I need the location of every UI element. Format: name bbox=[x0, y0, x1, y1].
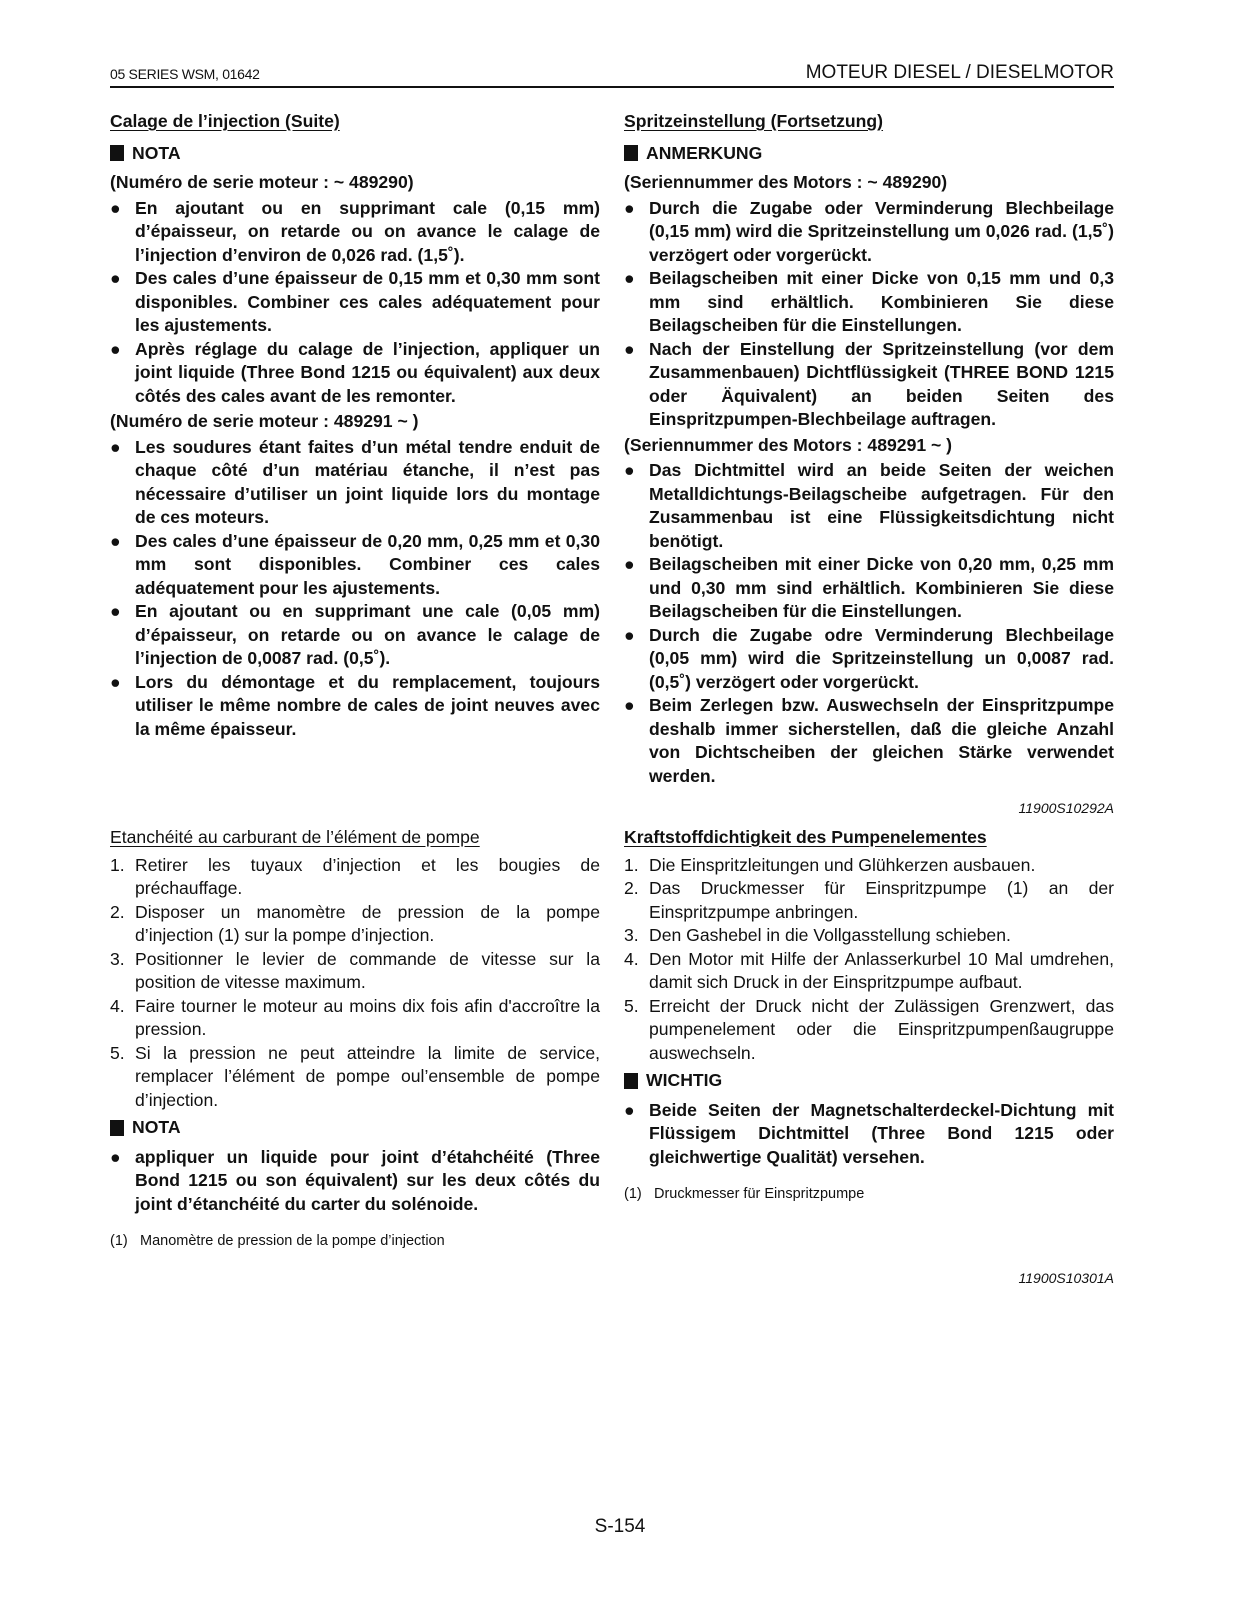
reference-code-1: 11900S10292A bbox=[1018, 800, 1114, 816]
de-serial-a: (Seriennummer des Motors : ~ 489290) bbox=[624, 172, 948, 192]
fr-section2-title: Etanchéité au carburant de l’élément de pompe bbox=[110, 827, 480, 847]
fr-section1-title: Calage de l’injection (Suite) bbox=[110, 111, 340, 131]
list-item: ● Das Dichtmittel wird an beide Seiten der weichen Metalldichtungs-Beilagscheibe aufgetragen. Für den Zusammenbau ist eine Flüssigkeitsdichtung nicht benötigt. bbox=[624, 460, 1114, 551]
list-item: ● Nach der Einstellung der Spritzeinstellung (vor dem Zusammenbauen) Dichtflüssigkeit (THREE BOND 1215 oder Äquivalent) an beiden Seiten des Einspritzpumpen-Blechbeilage auftragen. bbox=[624, 338, 1114, 429]
bullet-icon: ● bbox=[624, 554, 635, 574]
de-steps bbox=[624, 854, 1114, 1066]
fr-figure-caption: (1) Manomètre de pression de la pompe d’injection bbox=[110, 1233, 445, 1249]
de-section1-title: Spritzeinstellung (Fortsetzung) bbox=[624, 111, 884, 131]
list-item: ● En ajoutant ou en supprimant cale (0,15 mm) d’épaisseur, on retarde ou on avance le calage de l’injection d’environ de 0,026 rad. (1,5˚). bbox=[110, 197, 600, 265]
list-item: 3. Den Gashebel in die Vollgasstellung schieben. bbox=[624, 925, 1011, 945]
bullet-icon: ● bbox=[624, 197, 635, 218]
page-number: S-154 bbox=[594, 1516, 646, 1537]
de-section-pump-element-tightness bbox=[624, 826, 1114, 1207]
fr-note2-label: NOTA bbox=[132, 1117, 181, 1137]
square-bullet-icon bbox=[624, 145, 638, 161]
bullet-icon: ● bbox=[110, 530, 121, 551]
list-item: 5. Erreicht der Druck nicht der Zulässigen Grenzwert, das pumpenelement oder die Einspritzpumpenßaugruppe auswechseln. bbox=[624, 995, 1114, 1063]
bullet-icon: ● bbox=[624, 460, 635, 480]
de-note2-label: WICHTIG bbox=[646, 1070, 723, 1090]
bullet-icon: ● bbox=[624, 268, 635, 288]
de-note-heading bbox=[624, 142, 1114, 166]
de-note2-heading bbox=[624, 1069, 1114, 1093]
de-figure-caption: (1) Druckmesser für Einspritzpumpe bbox=[624, 1186, 865, 1202]
de-note-label: ANMERKUNG bbox=[646, 142, 763, 163]
de-serial-b: (Seriennummer des Motors : 489291 ~ ) bbox=[624, 434, 953, 455]
list-item: 3. Positionner le levier de commande de vitesse sur la position de vitesse maximum. bbox=[110, 948, 600, 992]
list-item: ● Les soudures étant faites d’un métal tendre enduit de chaque côté d’un matériau étanche, il n’est pas nécessaire d’utiliser un joint liquide lors du montage de ces moteurs. bbox=[110, 436, 600, 527]
header-doc-code: 05 SERIES WSM, 01642 bbox=[110, 66, 260, 82]
list-item: 1. Retirer les tuyaux d’injection et les bougies de préchauffage. bbox=[110, 854, 600, 898]
list-item: ● appliquer un liquide pour joint d’étahchéité (Three Bond 1215 ou son équivalent) sur les deux côtés du joint d’étanchéité du carter du solénoide. bbox=[110, 1146, 600, 1214]
list-item: ● Lors du démontage et du remplacement, toujours utiliser le même nombre de cales de joint neuves avec la même épaisseur. bbox=[110, 671, 600, 739]
bullet-icon: ● bbox=[624, 1099, 635, 1120]
square-bullet-icon bbox=[110, 1120, 124, 1136]
bullet-icon: ● bbox=[624, 695, 635, 715]
list-item: ● Des cales d’une épaisseur de 0,20 mm, 0,25 mm et 0,30 mm sont disponibles. Combiner ces cales adéquatement pour les ajustements. bbox=[110, 530, 600, 598]
square-bullet-icon bbox=[624, 1073, 638, 1089]
de-section2-title: Kraftstoffdichtigkeit des Pumpenelementes bbox=[624, 827, 987, 847]
fr-section-injection-timing bbox=[110, 110, 600, 743]
reference-code-2: 11900S10301A bbox=[1018, 1270, 1114, 1286]
list-item: 4. Den Motor mit Hilfe der Anlasserkurbel 10 Mal umdrehen, damit sich Druck in der Einspritzpumpe aufbaut. bbox=[624, 948, 1114, 992]
bullet-icon: ● bbox=[110, 338, 121, 359]
fr-bullets-b bbox=[110, 436, 600, 742]
bullet-icon: ● bbox=[110, 436, 121, 457]
list-item: ● Durch die Zugabe odre Verminderung Blechbeilage (0,05 mm) wird die Spritzeinstellung un 0,0087 rad. (0,5˚) verzögert oder vorgerückt. bbox=[624, 624, 1114, 692]
fr-section-pump-element-tightness bbox=[110, 826, 600, 1254]
list-item: 4. Faire tourner le moteur au moins dix fois afin d'accroître la pression. bbox=[110, 995, 600, 1039]
bullet-icon: ● bbox=[110, 1146, 121, 1167]
list-item: 2. Das Druckmesser für Einspritzpumpe (1) an der Einspritzpumpe anbringen. bbox=[624, 878, 1114, 922]
fr-note-heading bbox=[110, 142, 600, 166]
bullet-icon: ● bbox=[110, 268, 121, 288]
list-item: ● Beilagscheiben mit einer Dicke von 0,15 mm und 0,3 mm sind erhältlich. Kombinieren Sie diese Beilagscheiben für die Einstellungen. bbox=[624, 268, 1114, 335]
list-item: ● Après réglage du calage de l’injection, appliquer un joint liquide (Three Bond 1215 ou équivalent) aux deux côtés des cales avant de les remonter. bbox=[110, 338, 600, 406]
bullet-icon: ● bbox=[110, 671, 121, 692]
page-header bbox=[110, 60, 1114, 88]
fr-note2-bullets bbox=[110, 1146, 600, 1217]
fr-serial-b: (Numéro de serie moteur : 489291 ~ ) bbox=[110, 411, 419, 431]
list-item: 2. Disposer un manomètre de pression de la pompe d’injection (1) sur la pompe d’injection. bbox=[110, 901, 600, 945]
fr-note2-heading bbox=[110, 1116, 600, 1140]
bullet-icon: ● bbox=[110, 197, 121, 218]
fr-bullets-a bbox=[110, 197, 600, 409]
de-note2-bullets bbox=[624, 1099, 1114, 1170]
list-item: ● Beide Seiten der Magnetschalterdeckel-Dichtung mit Flüssigem Dichtmittel (Three Bond 1215 oder gleichwertige Qualität) versehen. bbox=[624, 1099, 1114, 1167]
fr-note-label: NOTA bbox=[132, 142, 181, 163]
list-item: 5. Si la pression ne peut atteindre la limite de service, remplacer l’élément de pompe oul’ensemble de pompe d’injection. bbox=[110, 1042, 600, 1110]
de-bullets-a bbox=[624, 197, 1114, 432]
fr-serial-a: (Numéro de serie moteur : ~ 489290) bbox=[110, 172, 414, 192]
de-bullets-b bbox=[624, 459, 1114, 788]
bullet-icon: ● bbox=[110, 601, 121, 621]
list-item: ● Beim Zerlegen bzw. Auswechseln der Einspritzpumpe deshalb immer sicherstellen, daß die gleiche Anzahl von Dichtscheiben der gleichen Stärke verwendet werden. bbox=[624, 695, 1114, 786]
de-section-injection-timing bbox=[624, 110, 1114, 790]
header-section-title: MOTEUR DIESEL / DIESELMOTOR bbox=[805, 62, 1114, 83]
bullet-icon: ● bbox=[624, 624, 635, 645]
bullet-icon: ● bbox=[624, 338, 635, 359]
list-item: ● Beilagscheiben mit einer Dicke von 0,20 mm, 0,25 mm und 0,30 mm sind erhältlich. Kombinieren Sie diese Beilagscheiben für die Einstellungen. bbox=[624, 554, 1114, 621]
fr-steps bbox=[110, 854, 600, 1113]
list-item: ● Des cales d’une épaisseur de 0,15 mm et 0,30 mm sont disponibles. Combiner ces cales adéquatement pour les ajustements. bbox=[110, 268, 600, 335]
list-item: ● Durch die Zugabe oder Verminderung Blechbeilage (0,15 mm) wird die Spritzeinstellung um 0,026 rad. (1,5˚) verzögert oder vorgerückt. bbox=[624, 197, 1114, 265]
list-item: 1. Die Einspritzleitungen und Glühkerzen ausbauen. bbox=[624, 854, 1036, 875]
square-bullet-icon bbox=[110, 145, 124, 161]
list-item: ● En ajoutant ou en supprimant une cale (0,05 mm) d’épaisseur, on retarde ou on avance le calage de l’injection de 0,0087 rad. (0,5˚). bbox=[110, 601, 600, 668]
